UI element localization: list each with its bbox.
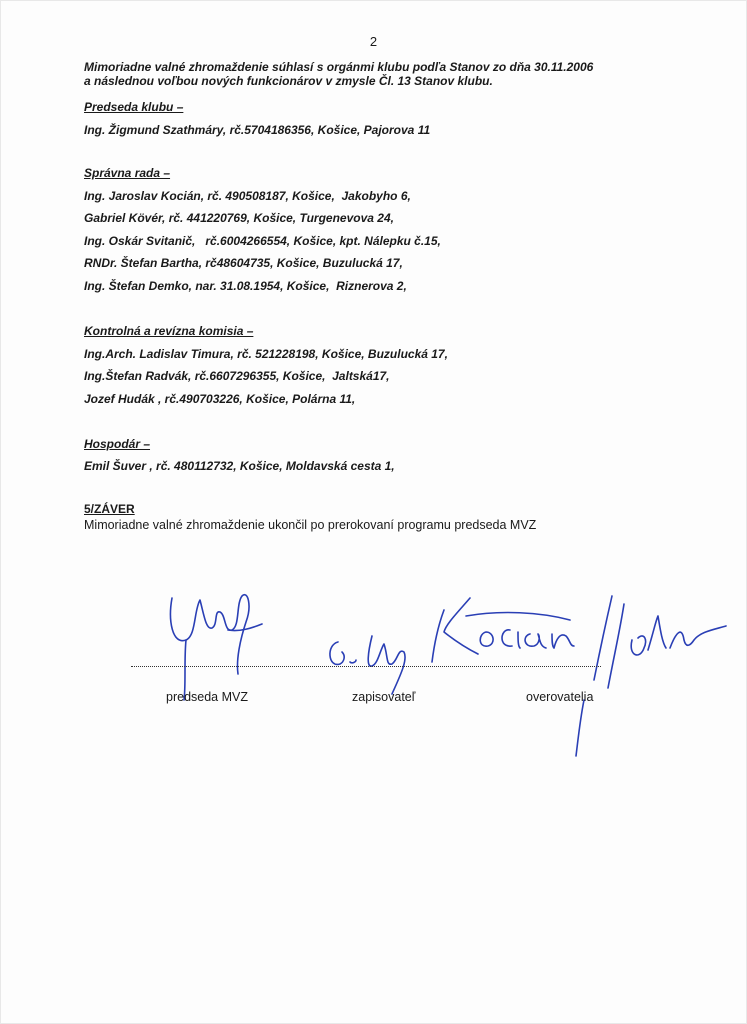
zaver-title: 5/ZÁVER	[84, 502, 135, 516]
page-number: 2	[369, 34, 378, 49]
signature-stroke	[368, 636, 405, 694]
signature-label-predseda: predseda MVZ	[166, 690, 248, 704]
signature-stroke	[502, 630, 512, 646]
predseda-heading: Predseda klubu –	[84, 100, 184, 114]
komisia-heading: Kontrolná a revízna komisia –	[84, 324, 254, 338]
komisia-line: Jozef Hudák , rč.490703226, Košice, Polárna 11,	[84, 392, 356, 406]
signature-stroke	[552, 634, 574, 648]
signature-stroke	[525, 634, 546, 648]
signature-stroke	[518, 632, 520, 648]
intro-line-1: Mimoriadne valné zhromaždenie súhlasí s orgánmi klubu podľa Stanov zo dňa 30.11.2006	[84, 60, 594, 74]
spravna-rada-heading: Správna rada –	[84, 166, 171, 180]
komisia-line: Ing.Arch. Ladislav Timura, rč. 521228198, Košice, Buzulucká 17,	[84, 347, 448, 361]
spravna-rada-line: Ing. Štefan Demko, nar. 31.08.1954, Košice, Riznerova 2,	[84, 279, 407, 293]
hospodar-line: Emil Šuver , rč. 480112732, Košice, Moldavská cesta 1,	[84, 459, 395, 473]
signature-stroke	[608, 604, 624, 688]
signature-stroke	[648, 616, 666, 650]
signature-stroke	[480, 632, 493, 646]
komisia-line: Ing.Štefan Radvák, rč.6607296355, Košice, Jaltská17,	[84, 369, 390, 383]
signature-stroke	[350, 660, 356, 663]
signature-stroke	[631, 636, 645, 655]
zaver-text: Mimoriadne valné zhromaždenie ukončil po prerokovaní programu predseda MVZ	[84, 518, 537, 532]
signature-stroke	[444, 598, 478, 654]
predseda-line: Ing. Žigmund Szathmáry, rč.5704186356, Košice, Pajorova 11	[84, 123, 431, 137]
spravna-rada-line: RNDr. Štefan Bartha, rč48604735, Košice, Buzulucká 17,	[84, 256, 403, 270]
signature-stroke	[228, 624, 262, 631]
spravna-rada-line: Gabriel Kövér, rč. 441220769, Košice, Turgenevova 24,	[84, 211, 394, 225]
spravna-rada-line: Ing. Oskár Svitanič, rč.6004266554, Košice, kpt. Nálepku č.15,	[84, 234, 441, 248]
signature-stroke	[576, 700, 584, 756]
hospodar-heading: Hospodár –	[84, 437, 151, 451]
signature-line	[131, 666, 601, 667]
signature-label-overovatelia: overovatelia	[526, 690, 594, 704]
signature-stroke	[432, 610, 444, 662]
intro-line-2: a následnou voľbou nových funkcionárov v zmysle Čl. 13 Stanov klubu.	[84, 74, 493, 88]
signature-label-zapisovatel: zapisovateľ	[352, 690, 416, 704]
signature-stroke	[594, 596, 612, 680]
signature-stroke	[670, 626, 726, 648]
signature-stroke	[466, 613, 570, 620]
signature-stroke	[171, 595, 249, 674]
spravna-rada-line: Ing. Jaroslav Kocián, rč. 490508187, Košice, Jakobyho 6,	[84, 189, 411, 203]
signature-stroke	[330, 642, 344, 664]
